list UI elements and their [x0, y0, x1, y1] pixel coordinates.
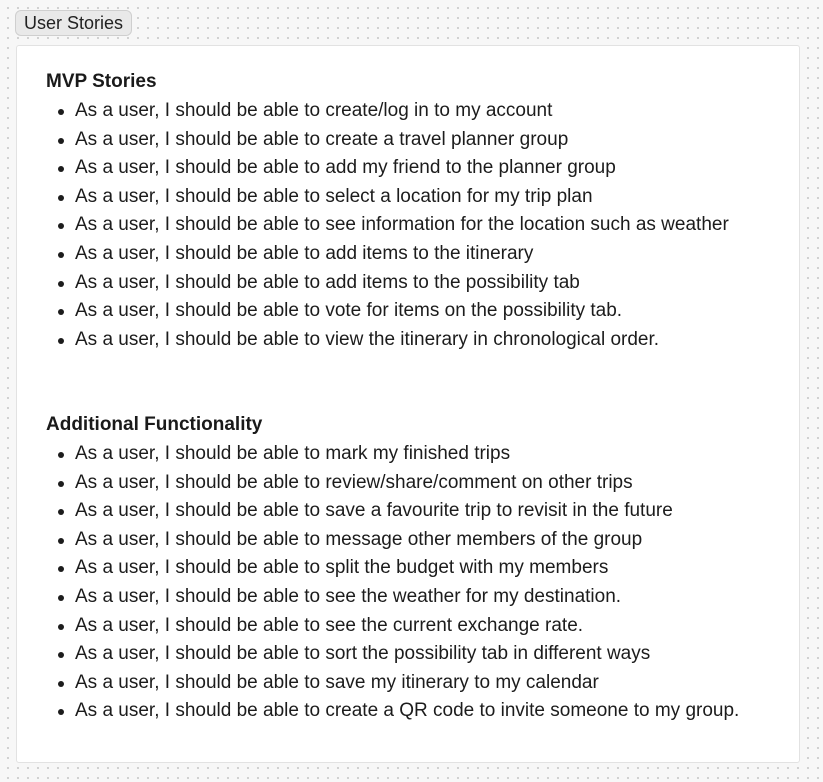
mvp-story-item: As a user, I should be able to view the itinerary in chronological order.: [46, 326, 729, 355]
mvp-story-item: As a user, I should be able to add my friend to the planner group: [46, 154, 729, 183]
mvp-story-item: As a user, I should be able to create a travel planner group: [46, 126, 729, 155]
mvp-story-item: As a user, I should be able to add items to the itinerary: [46, 240, 729, 269]
additional-story-item: As a user, I should be able to review/share/comment on other trips: [46, 469, 739, 498]
mvp-story-item: As a user, I should be able to vote for items on the possibility tab.: [46, 297, 729, 326]
mvp-story-item: As a user, I should be able to add items to the possibility tab: [46, 269, 729, 298]
mvp-stories-heading: MVP Stories: [46, 71, 157, 92]
additional-functionality-heading: Additional Functionality: [46, 414, 263, 435]
additional-story-item: As a user, I should be able to see the weather for my destination.: [46, 583, 739, 612]
mvp-story-item: As a user, I should be able to see information for the location such as weather: [46, 211, 729, 240]
user-stories-card: [16, 45, 800, 763]
mvp-story-item: As a user, I should be able to select a location for my trip plan: [46, 183, 729, 212]
additional-story-item: As a user, I should be able to mark my finished trips: [46, 440, 739, 469]
additional-story-item: As a user, I should be able to create a QR code to invite someone to my group.: [46, 697, 739, 726]
additional-story-item: As a user, I should be able to sort the possibility tab in different ways: [46, 640, 739, 669]
additional-story-item: As a user, I should be able to message other members of the group: [46, 526, 739, 555]
additional-functionality-list: [46, 440, 739, 726]
additional-story-item: As a user, I should be able to see the current exchange rate.: [46, 612, 739, 641]
mvp-story-item: As a user, I should be able to create/log in to my account: [46, 97, 729, 126]
additional-story-item: As a user, I should be able to split the budget with my members: [46, 554, 739, 583]
frame-title-tag[interactable]: User Stories: [15, 10, 132, 36]
mvp-stories-list: [46, 97, 729, 354]
additional-story-item: As a user, I should be able to save a favourite trip to revisit in the future: [46, 497, 739, 526]
additional-story-item: As a user, I should be able to save my itinerary to my calendar: [46, 669, 739, 698]
